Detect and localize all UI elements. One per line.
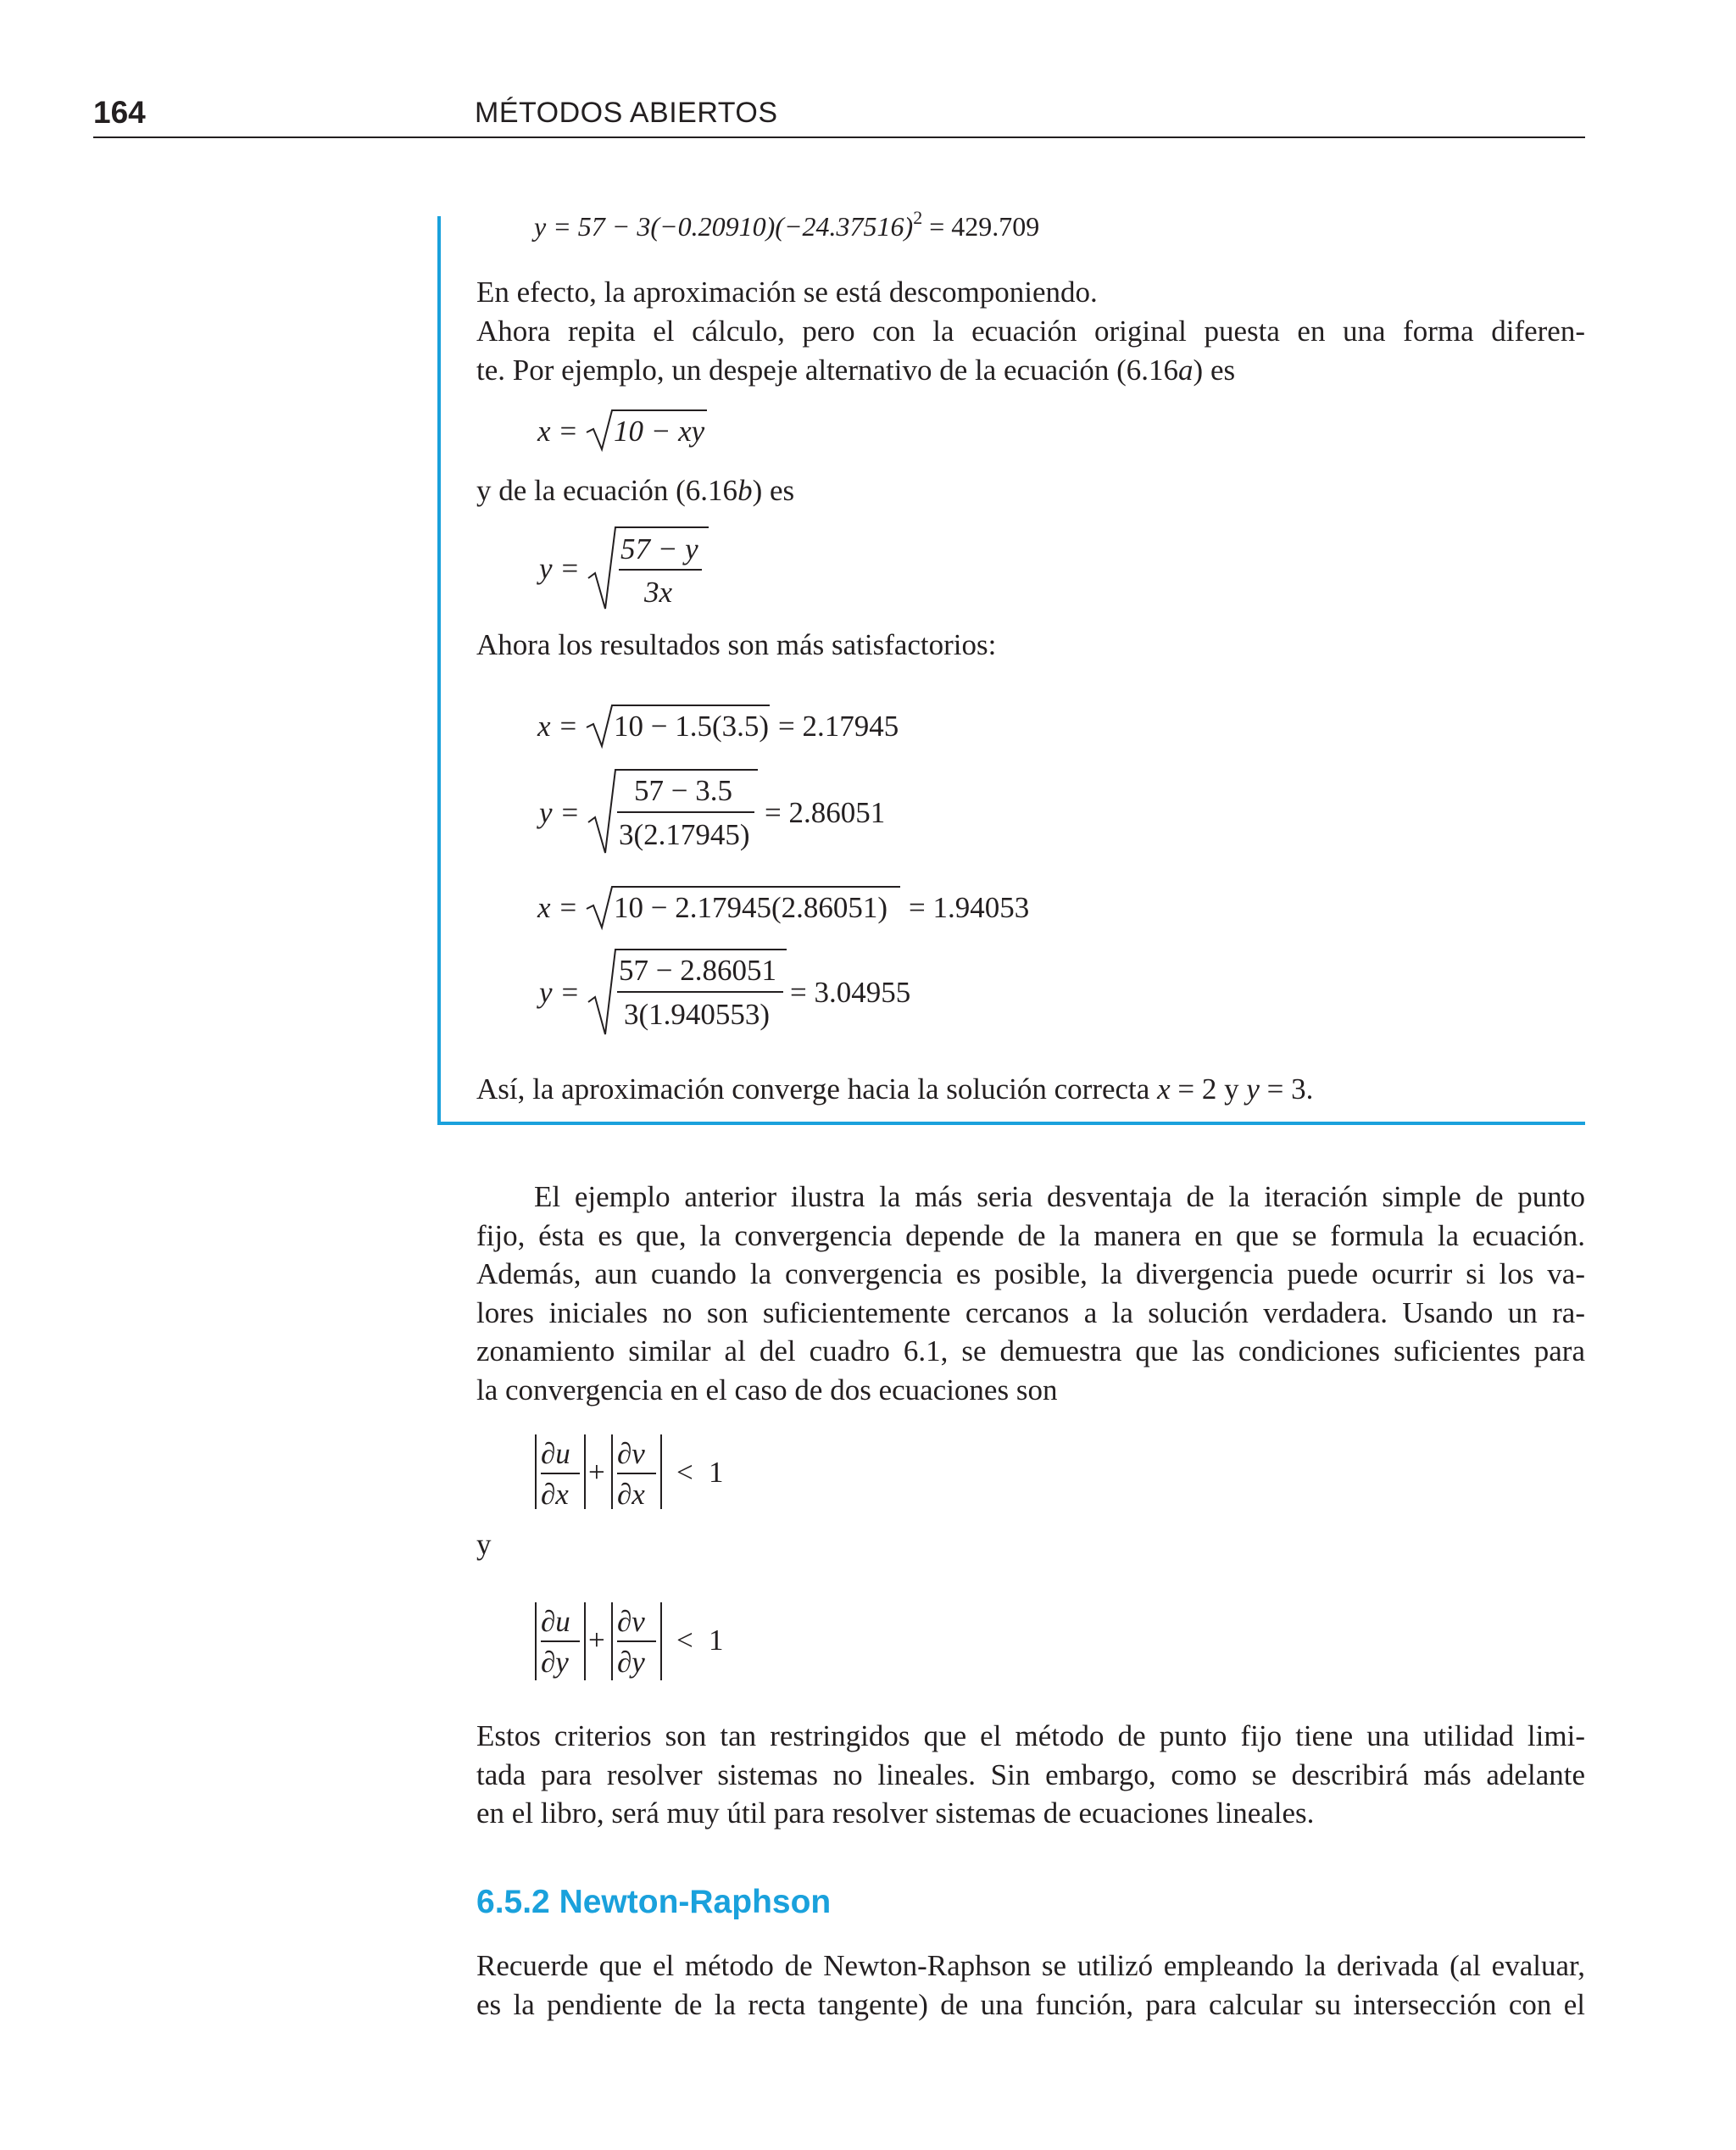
svg-text:+: +: [588, 1624, 605, 1657]
svg-text:∂u: ∂u: [541, 1605, 570, 1638]
example-paragraph-3: y de la ecuación (6.16b) es: [476, 474, 795, 507]
text-line: en el libro, será muy útil para resolver sistemas de ecuaciones lineales.: [476, 1796, 1315, 1830]
example-paragraph-2a: Ahora repita el cálculo, pero con la ecuación original puesta en una forma diferen-: [476, 315, 1585, 348]
conjunction-y: y: [476, 1528, 492, 1561]
page-number: 164: [93, 95, 146, 130]
text-line: tada para resolver sistemas no lineales. Sin embargo, como se describirá más adelante: [476, 1757, 1585, 1791]
svg-text:x =: x =: [537, 415, 578, 448]
svg-text:10 − 2.17945(2.86051): 10 − 2.17945(2.86051): [614, 891, 888, 924]
svg-text:<: <: [676, 1624, 693, 1657]
svg-text:= 2.86051: = 2.86051: [765, 796, 886, 829]
svg-text:y =: y =: [539, 976, 580, 1009]
example-left-border: [437, 216, 441, 1125]
body-paragraph-2: [476, 1717, 1585, 1833]
svg-text:x =: x =: [537, 891, 578, 924]
example-paragraph-4: Ahora los resultados son más satisfactorios:: [476, 628, 997, 661]
equation-y-previous: $y = 57 - 3(-0.20910)(-24.37516)^2 = 429.709$: [534, 207, 1040, 242]
svg-text:∂y: ∂y: [617, 1646, 645, 1679]
svg-text:1: 1: [709, 1456, 724, 1489]
svg-text:= 1.94053: = 1.94053: [909, 891, 1030, 924]
svg-text:∂v: ∂v: [617, 1605, 645, 1638]
text-line: Recuerde que el método de Newton-Raphson se utilizó empleando la derivada (al evaluar,: [476, 1949, 1585, 1982]
svg-text:y =: y =: [539, 552, 580, 585]
running-title: MÉTODOS ABIERTOS: [475, 97, 778, 129]
svg-text:1: 1: [709, 1624, 724, 1657]
text-line: El ejemplo anterior ilustra la más seria desventaja de la iteración simple de punto: [534, 1180, 1585, 1213]
equation-y-sqrt-fraction: [534, 521, 729, 614]
iteration-1-x: [534, 700, 924, 751]
svg-text:<: <: [676, 1456, 693, 1489]
example-bottom-border: [437, 1122, 1585, 1125]
svg-text:10 − xy: 10 − xy: [614, 415, 705, 448]
text-line: lores iniciales no son suficientemente cercanos a la solución verdadera. Usando un ra-: [476, 1295, 1585, 1329]
text-line: es la pendiente de la recta tangente) de una función, para calcular su intersección con el: [476, 1987, 1585, 2021]
svg-text:x =: x =: [537, 710, 578, 743]
body-paragraph-1: [476, 1178, 1585, 1409]
svg-text:∂y: ∂y: [541, 1646, 569, 1679]
body-paragraph-3: [476, 1947, 1585, 2024]
svg-text:= 3.04955: = 3.04955: [790, 976, 911, 1009]
text-line: Estos criterios son tan restringidos que el método de punto fijo tiene una utilidad limi-: [476, 1719, 1585, 1752]
example-conclusion: Así, la aproximación converge hacia la solución correcta x = 2 y y = 3.: [476, 1072, 1314, 1106]
svg-text:3(2.17945): 3(2.17945): [619, 818, 750, 851]
svg-text:∂v: ∂v: [617, 1437, 645, 1470]
iteration-2-y: [534, 943, 975, 1036]
text-line: Además, aun cuando la convergencia es posible, la divergencia puede ocurrir si los va-: [476, 1257, 1585, 1290]
svg-text:3x: 3x: [644, 576, 673, 609]
example-paragraph-1: En efecto, la aproximación se está descomponiendo.: [476, 276, 1098, 309]
text-line: zonamiento similar al del cuadro 6.1, se demuestra que las condiciones suficientes para: [476, 1334, 1585, 1367]
svg-text:10 − 1.5(3.5): 10 − 1.5(3.5): [614, 710, 770, 743]
equation-x-sqrt: [534, 404, 729, 454]
section-heading: 6.5.2 Newton-Raphson: [476, 1884, 832, 1920]
svg-text:∂x: ∂x: [541, 1478, 569, 1511]
header-rule: [93, 136, 1585, 138]
text-line: la convergencia en el caso de dos ecuaciones son: [476, 1373, 1058, 1406]
svg-text:+: +: [588, 1456, 605, 1489]
svg-text:57 − 2.86051: 57 − 2.86051: [619, 954, 776, 987]
svg-text:∂x: ∂x: [617, 1478, 645, 1511]
iteration-1-y: [534, 763, 924, 856]
svg-text:= 2.17945: = 2.17945: [778, 710, 899, 743]
convergence-condition-x: [531, 1429, 751, 1514]
example-paragraph-2b: te. Por ejemplo, un despeje alternativo de la ecuación (6.16a) es: [476, 354, 1236, 387]
svg-text:y =: y =: [539, 796, 580, 829]
text-line: fijo, ésta es que, la convergencia depende de la manera en que se formula la ecuación.: [476, 1218, 1585, 1252]
svg-text:3(1.940553): 3(1.940553): [624, 998, 771, 1031]
svg-text:57 − y: 57 − y: [620, 532, 698, 565]
svg-text:∂u: ∂u: [541, 1437, 570, 1470]
iteration-2-x: [534, 882, 1060, 933]
svg-text:57 − 3.5: 57 − 3.5: [634, 774, 732, 807]
convergence-condition-y: [531, 1597, 751, 1685]
